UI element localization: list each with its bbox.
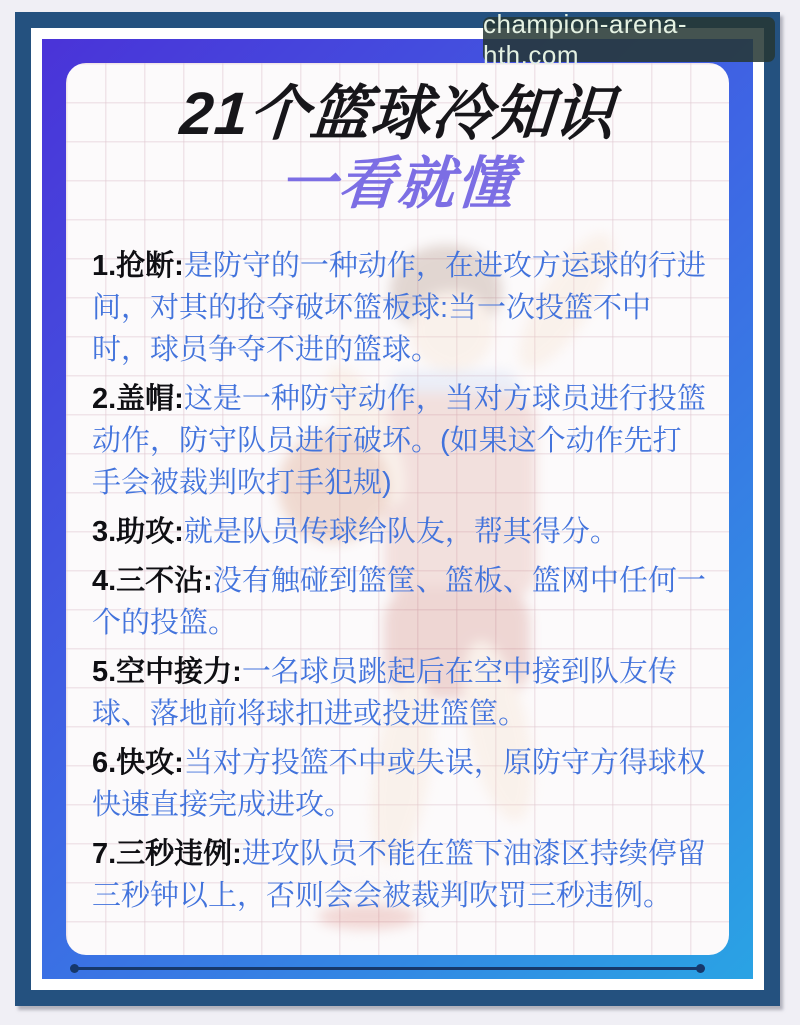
fact-label: 5.空中接力: bbox=[92, 656, 242, 688]
fact-text: 没有触碰到篮筐、篮板、篮网中任何一个的投篮。 bbox=[92, 565, 706, 639]
fact-label: 1.抢断: bbox=[92, 250, 184, 282]
fact-label: 4.三不沾: bbox=[92, 565, 213, 597]
fact-text: 就是队员传球给队友，帮其得分。 bbox=[183, 516, 619, 548]
fact-item-5 bbox=[92, 651, 709, 735]
poster-subtitle: 一看就懂 bbox=[277, 152, 518, 216]
watermark-text: champion-arena-hth.com bbox=[483, 8, 688, 70]
fact-label: 3.助攻: bbox=[92, 516, 184, 548]
gradient-frame bbox=[42, 39, 753, 979]
poster-title: 21个篮球冷知识 bbox=[177, 80, 618, 147]
fact-text: 进攻队员不能在篮下油漆区持续停留三秒钟以上，否则会会被裁判吹罚三秒违例。 bbox=[92, 838, 706, 912]
frame-decor-line bbox=[74, 967, 701, 970]
content-card bbox=[66, 63, 729, 955]
fact-text: 一名球员跳起后在空中接到队友传球、落地前将球扣进或投进篮筐。 bbox=[92, 656, 677, 730]
fact-text: 当对方投篮不中或失误，原防守方得球权快速直接完成进攻。 bbox=[92, 747, 706, 821]
facts-list bbox=[92, 245, 709, 917]
fact-item-6 bbox=[92, 742, 709, 826]
outer-navy-border bbox=[15, 12, 780, 1006]
fact-label: 2.盖帽: bbox=[92, 383, 184, 415]
white-stripe-border bbox=[31, 28, 764, 990]
fact-text: 这是一种防守动作，当对方球员进行投篮动作，防守队员进行破坏。(如果这个动作先打手会被裁判吹打手犯规) bbox=[92, 383, 706, 499]
fact-item-1 bbox=[92, 245, 709, 371]
title-block bbox=[66, 79, 729, 217]
fact-item-2 bbox=[92, 378, 709, 504]
fact-label: 7.三秒违例: bbox=[92, 838, 242, 870]
fact-item-4 bbox=[92, 560, 709, 644]
fact-item-7 bbox=[92, 833, 709, 917]
fact-text: 是防守的一种动作，在进攻方运球的行进间，对其的抢夺破坏篮板球:当一次投篮不中时，球员争夺不进的篮球。 bbox=[92, 250, 706, 366]
watermark-badge bbox=[483, 8, 775, 70]
fact-item-3 bbox=[92, 511, 709, 553]
fact-label: 6.快攻: bbox=[92, 747, 184, 779]
